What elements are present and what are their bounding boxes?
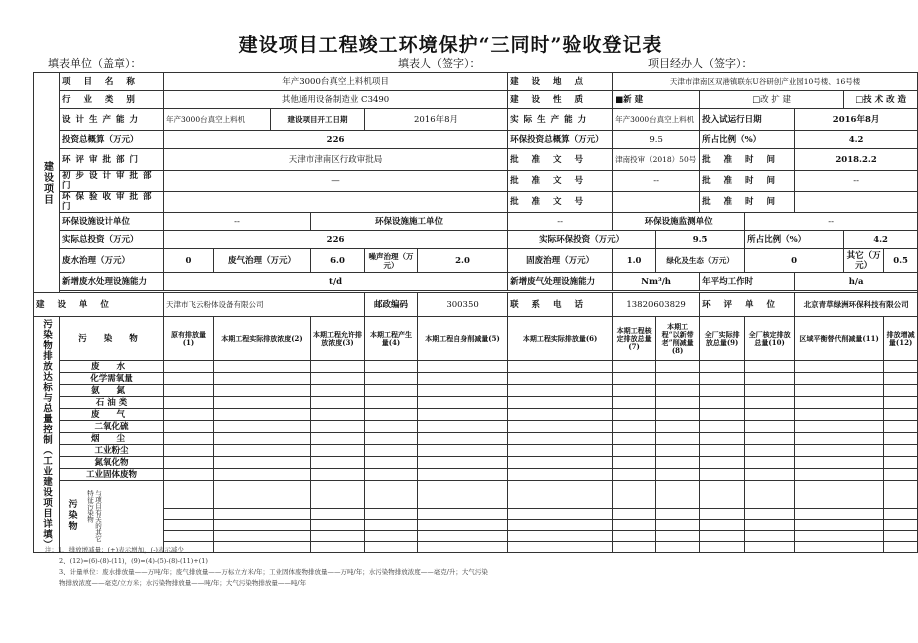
manager-label: 项目经办人（签字）： xyxy=(648,57,753,70)
col-header-5: 本期工程自身削减量(5) xyxy=(418,317,508,361)
acceptance-approval-time-label: 批 准 时 间 xyxy=(700,192,795,213)
gas-treat-label: 废气治理（万元） xyxy=(214,249,311,273)
col-header-8: 本期工程“以新带老”削减量(8) xyxy=(656,317,700,361)
other-pollutant-row xyxy=(34,520,918,531)
start-date-value: 2016年8月 xyxy=(365,109,508,131)
actual-env-investment-value: 9.5 xyxy=(656,231,745,249)
eia-unit-value: 北京青草绿洲环保科技有限公司 xyxy=(795,293,918,317)
prelim-approval-time-label: 批 准 时 间 xyxy=(700,171,795,192)
project-name-label: 项 目 名 称 xyxy=(60,73,164,91)
water-treat-label: 废水治理（万元） xyxy=(60,249,164,273)
facility-build-label: 环保设施施工单位 xyxy=(311,213,508,231)
location-value: 天津市津南区双港镇联东U谷研创产业园10号楼、16号楼 xyxy=(613,73,918,91)
new-gas-cap-unit: Nm³/h xyxy=(613,273,700,291)
actual-ratio-label: 所占比例（%） xyxy=(745,231,844,249)
eia-dept-value: 天津市津南区行政审批局 xyxy=(164,149,508,171)
pollutant-row xyxy=(34,397,918,409)
noise-treat-label: 噪声治理（万元） xyxy=(365,249,418,273)
footnote-1: 注：1、排放增减量：(+)表示增加，(-)表示减少 xyxy=(45,546,184,554)
annual-hours-label: 年平均工作时 xyxy=(700,273,795,291)
col-header-7: 本期工程核定排放总量(7) xyxy=(613,317,656,361)
page-title: 建设项目工程竣工环境保护“三同时”验收登记表 xyxy=(238,34,663,56)
other-pollutants-cell xyxy=(60,481,164,553)
facility-build-value: -- xyxy=(508,213,613,231)
investment-label: 投资总概算（万元） xyxy=(60,131,164,149)
pollutant-name: 工业固体废物 xyxy=(60,469,164,481)
investment-value: 226 xyxy=(164,131,508,149)
nature-new: ■新 建 xyxy=(613,91,700,109)
col-header-3: 本期工程允许排放浓度(3) xyxy=(311,317,365,361)
ratio-label: 所占比例（%） xyxy=(700,131,795,149)
postcode-value: 300350 xyxy=(418,293,508,317)
noise-treat-value: 2.0 xyxy=(418,249,508,273)
col-header-10: 全厂核定排放总量(10) xyxy=(745,317,795,361)
footnotes xyxy=(45,545,489,589)
eia-approval-no-label: 批 准 文 号 xyxy=(508,149,613,171)
pollutant-row xyxy=(34,409,918,421)
prelim-approval-no-value: -- xyxy=(613,171,700,192)
actual-investment-label: 实际总投资（万元） xyxy=(60,231,164,249)
other-pollutant-row xyxy=(34,481,918,509)
pollutant-name: 二氧化硫 xyxy=(60,421,164,433)
design-capacity-label: 设计生产能力 xyxy=(60,109,164,131)
eia-approval-time-value: 2018.2.2 xyxy=(795,149,918,171)
new-gas-cap-label: 新增废气处理设施能力 xyxy=(508,273,613,291)
other-pollutants-main: 污 染 物 xyxy=(68,500,78,532)
facility-design-label: 环保设施设计单位 xyxy=(60,213,164,231)
gas-treat-value: 6.0 xyxy=(311,249,365,273)
solid-treat-label: 固废治理（万元） xyxy=(508,249,613,273)
water-treat-value: 0 xyxy=(164,249,214,273)
footnote-3: 3、计量单位：废水排放量——万吨/年；废气排放量——万标立方米/年；工业固体废物排放量——万吨/年；水污染物排放浓度——毫克/升；大气污染物排放浓度——毫克/立方米；水污染物排放量——吨/年；大气污染物排放量——吨/年 xyxy=(59,568,488,587)
ratio-value: 4.2 xyxy=(795,131,918,149)
pollutant-header: 污 染 物 xyxy=(60,317,164,361)
prelim-dept-label: 初步设计审批部门 xyxy=(60,171,164,192)
pollutant-name: 废 气 xyxy=(60,409,164,421)
postcode-label: 邮政编码 xyxy=(365,293,418,317)
filler-label: 填表人（签字）： xyxy=(398,57,481,70)
pollutant-row xyxy=(34,421,918,433)
prelim-approval-no-label: 批 准 文 号 xyxy=(508,171,613,192)
builder-label: 建 设 单 位 xyxy=(34,293,164,317)
facility-monitor-value: -- xyxy=(745,213,918,231)
pollutant-row xyxy=(34,469,918,481)
project-name-value: 年产3000台真空上料机项目 xyxy=(164,73,508,91)
actual-ratio-value: 4.2 xyxy=(844,231,918,249)
col-header-1: 原有排放量(1) xyxy=(164,317,214,361)
project-side-label: 建设项目 xyxy=(34,73,60,293)
prelim-approval-time-value: -- xyxy=(795,171,918,192)
acceptance-approval-no-label: 批 准 文 号 xyxy=(508,192,613,213)
pollutant-name: 石 油 类 xyxy=(60,397,164,409)
col-header-12: 排放增减量(12) xyxy=(884,317,918,361)
prelim-dept-value: — xyxy=(164,171,508,192)
industry-value: 其他通用设备制造业 C3490 xyxy=(164,91,508,109)
pollutant-name: 氮氧化物 xyxy=(60,457,164,469)
other-value: 0.5 xyxy=(884,249,918,273)
solid-treat-value: 1.0 xyxy=(613,249,656,273)
env-investment-value: 9.5 xyxy=(613,131,700,149)
facility-design-value: -- xyxy=(164,213,311,231)
actual-capacity-label: 实际生产能力 xyxy=(508,109,613,131)
facility-monitor-label: 环保设施监测单位 xyxy=(613,213,745,231)
actual-investment-value: 226 xyxy=(164,231,508,249)
col-header-9: 全厂实际排放总量(9) xyxy=(700,317,745,361)
pollutant-row xyxy=(34,385,918,397)
builder-value: 天津市飞云粉体设备有限公司 xyxy=(164,293,365,317)
nature-label: 建 设 性 质 xyxy=(508,91,613,109)
acceptance-approval-no-value xyxy=(613,192,700,213)
green-value: 0 xyxy=(745,249,844,273)
footnote-2: 2、(12)=(6)-(8)-(11)，(9)=(4)-(5)-(8)-(11)+(1) xyxy=(59,557,208,565)
pollution-side-label: 污染物排放达标与总量控制（工业建设项目详填） xyxy=(34,317,60,553)
location-label: 建 设 地 点 xyxy=(508,73,613,91)
pollutant-name: 工业粉尘 xyxy=(60,445,164,457)
new-water-cap-unit: t/d xyxy=(164,273,508,291)
pollutant-row xyxy=(34,361,918,373)
pollutant-name: 烟 尘 xyxy=(60,433,164,445)
trial-date-label: 投入试运行日期 xyxy=(700,109,795,131)
nature-tech: □技 术 改 造 xyxy=(844,91,918,109)
industry-label: 行 业 类 别 xyxy=(60,91,164,109)
col-header-2: 本期工程实际排放浓度(2) xyxy=(214,317,311,361)
eia-approval-no-value: 津南投审（2018）50号 xyxy=(613,149,700,171)
start-date-label: 建设项目开工日期 xyxy=(271,109,365,131)
design-capacity-value: 年产3000台真空上料机 xyxy=(164,109,271,131)
pollutant-name: 废 水 xyxy=(60,361,164,373)
eia-dept-label: 环评审批部门 xyxy=(60,149,164,171)
other-label: 其它（万元） xyxy=(844,249,884,273)
phone-value: 13820603829 xyxy=(613,293,700,317)
col-header-11: 区域平衡替代削减量(11) xyxy=(795,317,884,361)
nature-expand: □改 扩 建 xyxy=(700,91,844,109)
actual-capacity-value: 年产3000台真空上料机 xyxy=(613,109,700,131)
other-pollutants-label: 与项目有关的其它特征污染物 xyxy=(86,489,102,542)
col-header-4: 本期工程产生量(4) xyxy=(365,317,418,361)
new-water-cap-label: 新增废水处理设施能力 xyxy=(60,273,164,291)
green-label: 绿化及生态（万元） xyxy=(656,249,745,273)
pollutant-name: 氨 氮 xyxy=(60,385,164,397)
pollutant-name: 化学需氧量 xyxy=(60,373,164,385)
actual-env-investment-label: 实际环保投资（万元） xyxy=(508,231,656,249)
trial-date-value: 2016年8月 xyxy=(795,109,918,131)
other-pollutant-row xyxy=(34,531,918,542)
eia-unit-label: 环 评 单 位 xyxy=(700,293,795,317)
col-header-6: 本期工程实际排放量(6) xyxy=(508,317,613,361)
filler-unit-label: 填表单位（盖章）： xyxy=(48,57,142,70)
pollutant-row xyxy=(34,433,918,445)
acceptance-dept-label: 环保验收审批部门 xyxy=(60,192,164,213)
registration-table xyxy=(33,72,918,553)
acceptance-approval-time-value xyxy=(795,192,918,213)
other-pollutant-row xyxy=(34,509,918,520)
phone-label: 联 系 电 话 xyxy=(508,293,613,317)
env-investment-label: 环保投资总概算（万元） xyxy=(508,131,613,149)
eia-approval-time-label: 批 准 时 间 xyxy=(700,149,795,171)
pollutant-row xyxy=(34,445,918,457)
acceptance-dept-value xyxy=(164,192,508,213)
pollutant-row xyxy=(34,457,918,469)
pollutant-row xyxy=(34,373,918,385)
annual-hours-unit: h/a xyxy=(795,273,918,291)
